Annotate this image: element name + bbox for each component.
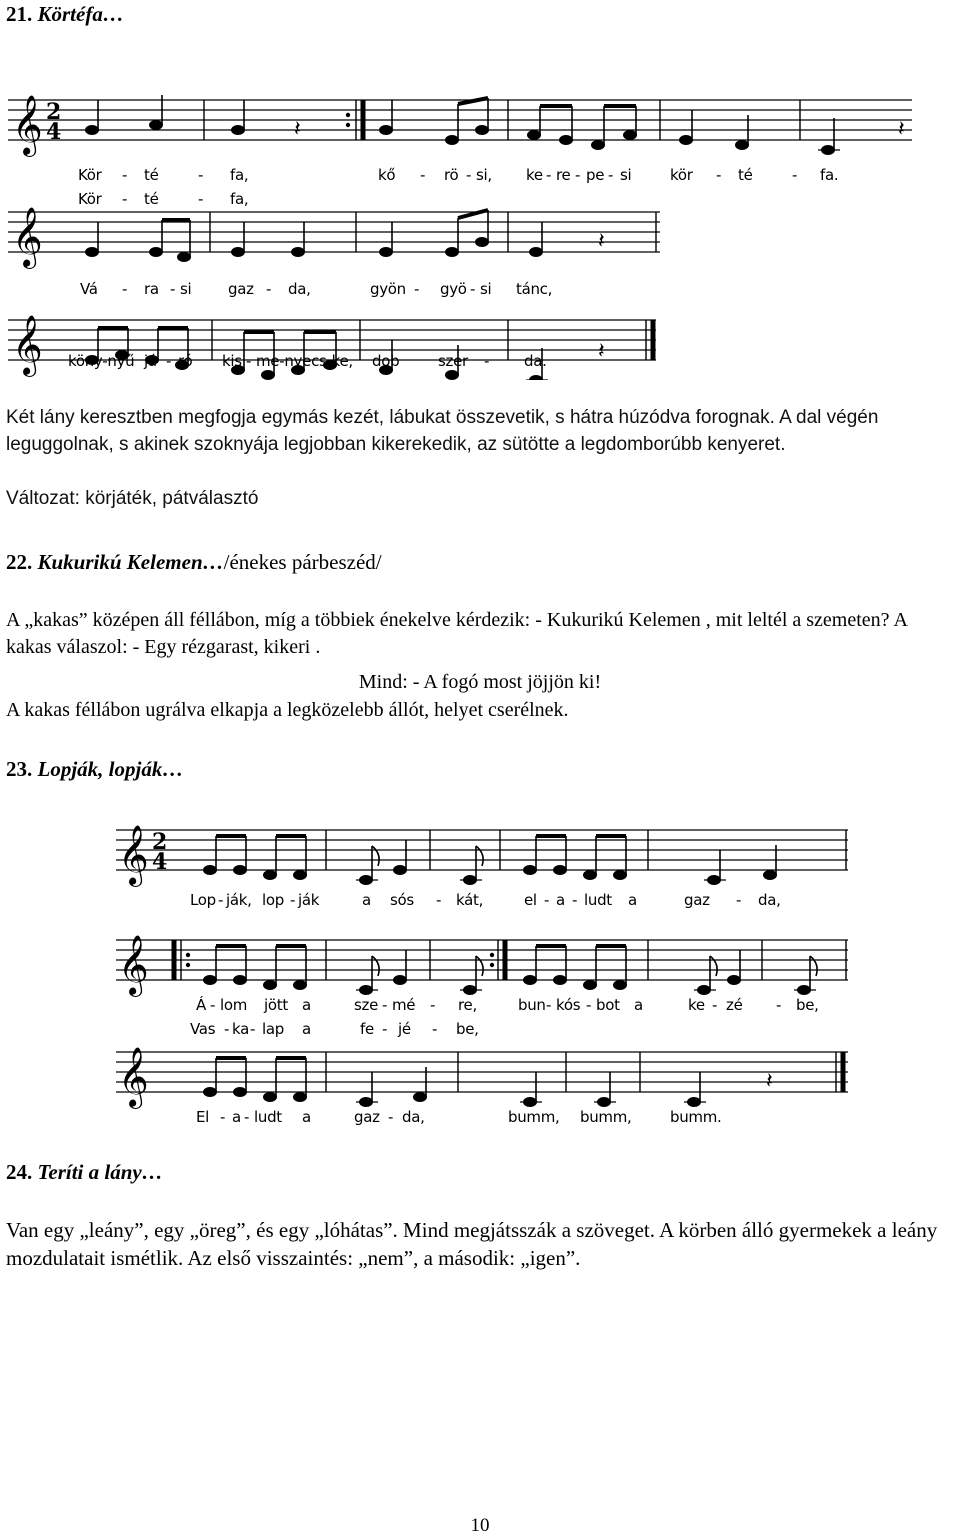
svg-text:be,: be, xyxy=(796,996,819,1014)
svg-text:lap: lap xyxy=(262,1020,284,1038)
page-number: 10 xyxy=(470,1515,490,1536)
svg-text:-: - xyxy=(736,891,742,909)
svg-text:Á: Á xyxy=(196,996,206,1014)
svg-text:ják: ják xyxy=(298,891,320,909)
svg-text:-: - xyxy=(546,166,552,184)
svg-text:-: - xyxy=(586,996,592,1014)
time-sig-bottom: 4 xyxy=(46,119,62,145)
lyrics-staff-3 xyxy=(196,1108,722,1126)
staff-line-1 xyxy=(8,100,912,140)
time-sig-top: 2 xyxy=(46,99,62,125)
svg-text:-: - xyxy=(544,891,550,909)
section-number: 21. xyxy=(6,2,33,26)
svg-text:lom: lom xyxy=(220,996,248,1014)
svg-text:-: - xyxy=(776,996,782,1014)
svg-text:bumm,: bumm, xyxy=(580,1108,632,1126)
section-number: 22. xyxy=(6,550,33,574)
svg-text:jé: jé xyxy=(398,1020,411,1038)
svg-text:-: - xyxy=(716,166,722,184)
svg-text:jött: jött xyxy=(264,996,288,1014)
sheet-music-korttefa xyxy=(0,40,960,380)
svg-text:-: - xyxy=(792,166,798,184)
svg-text:-: - xyxy=(170,280,176,298)
svg-text:Vas: Vas xyxy=(190,1020,216,1038)
svg-text:-: - xyxy=(198,166,204,184)
svg-text:Vá: Vá xyxy=(80,280,98,298)
section-21-description: Két lány keresztben megfogja egymás kezét, lábukat összevetik, s hátra húzódva forognak. A dal végén leguggolnak, s akinek szoknyája legjobban kikerekedik, az sütötte a legdomborúbb kenyeret. xyxy=(6,407,879,455)
treble-clef: 𝄞 xyxy=(12,315,43,375)
svg-text:-: - xyxy=(546,996,552,1014)
svg-text:-: - xyxy=(572,891,578,909)
svg-text:re: re xyxy=(556,166,571,184)
svg-text:gaz: gaz xyxy=(684,891,710,909)
svg-text:re,: re, xyxy=(458,996,477,1014)
svg-text:a: a xyxy=(556,891,565,909)
svg-text:fa,: fa, xyxy=(230,166,249,184)
svg-text:-: - xyxy=(122,190,128,208)
svg-text:gyön: gyön xyxy=(370,280,406,298)
section-22-ending: A kakas féllábon ugrálva elkapja a legközelebb állót, helyet cserélnek. xyxy=(6,699,569,721)
svg-text:a: a xyxy=(302,1108,311,1126)
section-title: Lopják, lopják… xyxy=(37,757,184,781)
svg-text:zé: zé xyxy=(726,996,743,1014)
svg-text:-: - xyxy=(382,1020,388,1038)
svg-text:a: a xyxy=(362,891,371,909)
svg-text:ke: ke xyxy=(688,996,705,1014)
treble-clef: 𝄞 xyxy=(12,95,43,155)
section-24-heading xyxy=(6,1160,163,1185)
svg-text:be,: be, xyxy=(456,1020,479,1038)
svg-text:-: - xyxy=(122,280,128,298)
svg-text:fe: fe xyxy=(360,1020,374,1038)
section-number: 23. xyxy=(6,757,33,781)
svg-text:bumm,: bumm, xyxy=(508,1108,560,1126)
svg-text:𝄽: 𝄽 xyxy=(766,1069,773,1094)
svg-text:Kör: Kör xyxy=(78,166,102,184)
svg-text:𝄽: 𝄽 xyxy=(294,117,301,142)
sheet-music-lopjak xyxy=(0,810,960,1140)
lyrics-staff-2 xyxy=(80,280,552,298)
svg-text:-: - xyxy=(712,996,718,1014)
svg-text:bumm.: bumm. xyxy=(670,1108,722,1126)
svg-text:el: el xyxy=(524,891,537,909)
svg-text:-: - xyxy=(220,1108,226,1126)
lyrics-staff-1 xyxy=(78,166,838,208)
svg-text:sze: sze xyxy=(354,996,379,1014)
svg-text:kör: kör xyxy=(670,166,693,184)
lyrics-staff-3: köny-nyű já - ró kis - me-nyecs-ke, dob szer - da. xyxy=(68,352,547,370)
section-title: Körtéfa… xyxy=(37,2,124,26)
svg-text:-: - xyxy=(430,996,436,1014)
svg-text:-: - xyxy=(290,891,296,909)
section-title: Teríti a lány… xyxy=(37,1160,163,1184)
svg-text:sós: sós xyxy=(390,891,414,909)
svg-text:-: - xyxy=(388,1108,394,1126)
svg-text:ludt: ludt xyxy=(254,1108,282,1126)
svg-text:té: té xyxy=(738,166,753,184)
svg-text:ra: ra xyxy=(144,280,159,298)
section-number: 24. xyxy=(6,1160,33,1184)
svg-text:-: - xyxy=(244,1108,250,1126)
svg-text:fa.: fa. xyxy=(820,166,839,184)
svg-text:gaz: gaz xyxy=(228,280,254,298)
notes-staff-1 xyxy=(85,95,905,155)
svg-text:kát,: kát, xyxy=(456,891,484,909)
section-21-heading xyxy=(6,2,124,27)
section-title: Kukurikú Kelemen… xyxy=(37,550,224,574)
svg-text:Kör: Kör xyxy=(78,190,102,208)
section-21-variant: Változat: körjáték, pátválasztó xyxy=(6,488,259,509)
svg-text:mé: mé xyxy=(392,996,416,1014)
svg-text:-: - xyxy=(470,280,476,298)
svg-text:lop: lop xyxy=(262,891,284,909)
svg-text:-: - xyxy=(218,891,224,909)
svg-text:ka: ka xyxy=(232,1020,250,1038)
svg-text:-: - xyxy=(250,1020,256,1038)
svg-text:-: - xyxy=(420,166,426,184)
treble-clef: 𝄞 xyxy=(118,825,149,885)
svg-text:gyö: gyö xyxy=(440,280,467,298)
svg-text:-: - xyxy=(210,996,216,1014)
svg-text:-: - xyxy=(198,190,204,208)
svg-text:ke: ke xyxy=(526,166,543,184)
lyrics-staff-2 xyxy=(190,995,819,1038)
svg-text:pe: pe xyxy=(586,166,605,184)
svg-text:a: a xyxy=(232,1108,241,1126)
svg-text:-: - xyxy=(266,280,272,298)
svg-text:fa,: fa, xyxy=(230,190,249,208)
notes-staff-1 xyxy=(203,830,846,885)
svg-text:-: - xyxy=(224,1020,230,1038)
notes-staff-2 xyxy=(174,940,846,995)
treble-clef: 𝄞 xyxy=(118,935,149,995)
svg-text:El: El xyxy=(196,1108,210,1126)
staff-line-2 xyxy=(8,212,660,252)
treble-clef: 𝄞 xyxy=(12,207,43,267)
svg-text:-: - xyxy=(436,891,442,909)
svg-text:-: - xyxy=(432,1020,438,1038)
svg-text:-: - xyxy=(382,996,388,1014)
svg-text:té: té xyxy=(144,190,159,208)
svg-text:a: a xyxy=(302,1020,311,1038)
section-22-heading xyxy=(6,550,382,575)
svg-text:𝄽: 𝄽 xyxy=(898,117,905,142)
svg-text:-: - xyxy=(122,166,128,184)
section-subtitle: /énekes párbeszéd/ xyxy=(223,550,382,574)
lyrics-staff-1 xyxy=(190,891,781,909)
svg-text:𝄽: 𝄽 xyxy=(598,339,605,364)
svg-text:rö: rö xyxy=(444,166,459,184)
svg-text:-: - xyxy=(608,166,614,184)
svg-text:si: si xyxy=(180,280,192,298)
section-24-text: Van egy „leány”, egy „öreg”, és egy „lóhátas”. Mind megjátsszák a szöveget. A körben álló gyermekek a leány mozdulatait ismétlik. Az első visszaintés: „nem”, a második: „igen”. xyxy=(6,1218,938,1270)
svg-text:si: si xyxy=(480,280,492,298)
svg-text:si,: si, xyxy=(476,166,492,184)
svg-text:-: - xyxy=(414,280,420,298)
notes-staff-2 xyxy=(85,210,656,262)
svg-text:da,: da, xyxy=(288,280,311,298)
svg-text:da,: da, xyxy=(758,891,781,909)
section-22-text: A „kakas” középen áll féllábon, míg a többiek énekelve kérdezik: - Kukurikú Kelemen , mit leltél a szemeten? A kakas válaszol: - Egy rézgarast, kikeri . xyxy=(6,609,907,658)
svg-text:a: a xyxy=(634,996,643,1014)
time-sig-bottom: 4 xyxy=(152,849,168,875)
svg-text:tánc,: tánc, xyxy=(516,280,553,298)
svg-text:gaz: gaz xyxy=(354,1108,380,1126)
time-sig-top: 2 xyxy=(152,829,168,855)
svg-text:ludt: ludt xyxy=(584,891,612,909)
section-22-chorus: Mind: - A fogó most jöjjön ki! xyxy=(358,671,602,693)
svg-text:kő: kő xyxy=(378,166,396,184)
svg-text:a: a xyxy=(628,891,637,909)
treble-clef: 𝄞 xyxy=(118,1047,149,1107)
svg-text:-: - xyxy=(575,166,581,184)
svg-text:bun: bun xyxy=(518,996,546,1014)
notes-staff-3 xyxy=(203,1052,843,1107)
svg-text:da,: da, xyxy=(402,1108,425,1126)
svg-text:𝄽: 𝄽 xyxy=(598,229,605,254)
svg-text:ják,: ják, xyxy=(226,891,252,909)
svg-text:a: a xyxy=(302,996,311,1014)
svg-text:Lop: Lop xyxy=(190,891,216,909)
section-23-heading xyxy=(6,757,183,782)
svg-text:si: si xyxy=(620,166,632,184)
svg-text:bot: bot xyxy=(596,996,620,1014)
svg-text:té: té xyxy=(144,166,159,184)
svg-text:-: - xyxy=(466,166,472,184)
svg-text:kós: kós xyxy=(556,996,581,1014)
